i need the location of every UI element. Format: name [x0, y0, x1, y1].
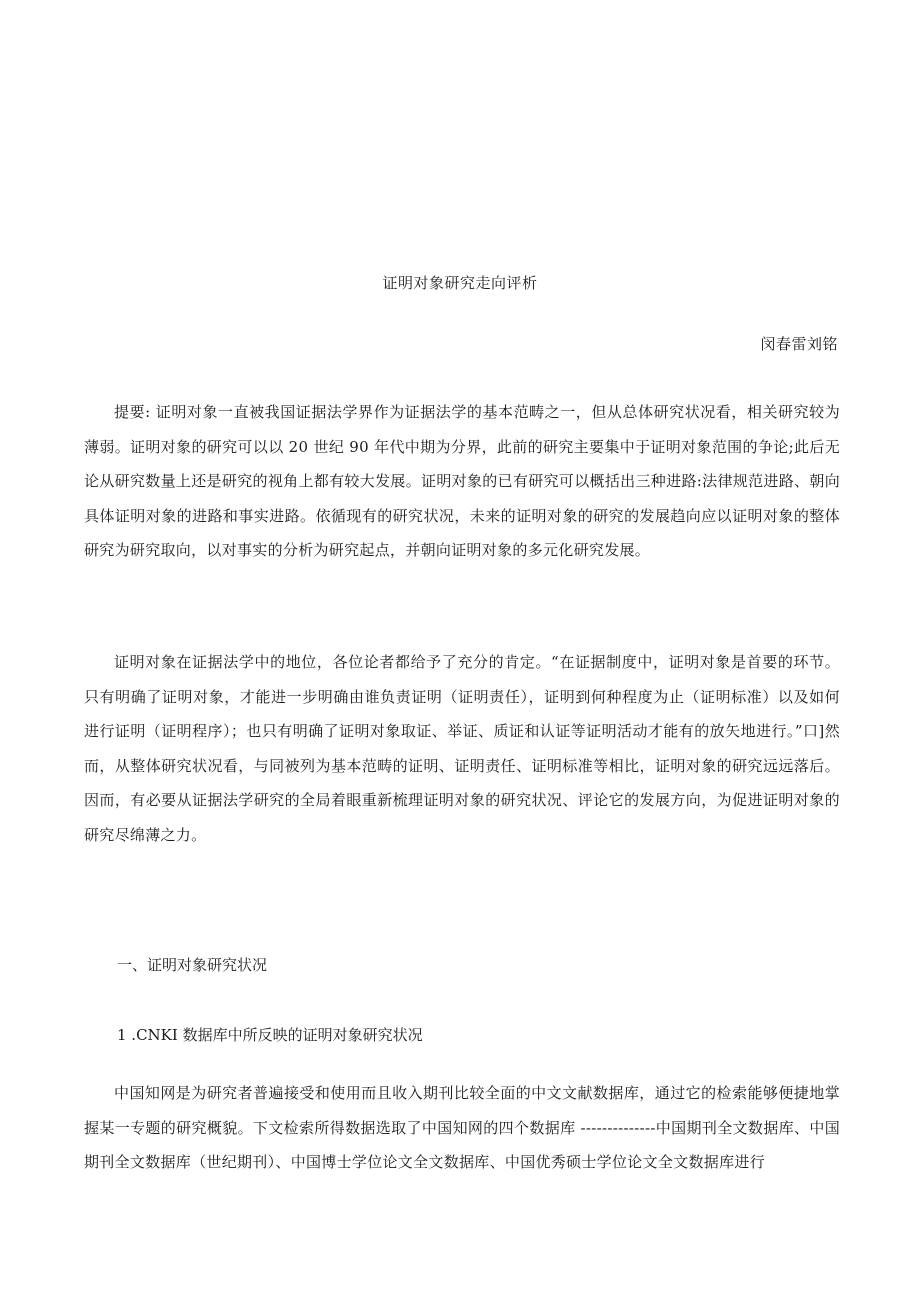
document-title: 证明对象研究走向评析 [382, 274, 538, 292]
cnki-paragraph: 中国知网是为研究者普遍接受和使用而且收入期刊比较全面的中文文献数据库，通过它的检索能够便捷地掌握某一专题的研究概貌。下文检索所得数据选取了中国知网的四个数据库 --------------中国期刊全文数据库、中国期刊全文数据库（世纪期刊）、中国博士学位论文全文数据库、中国优秀硕士学位论文全文数据库进行 [84, 1084, 840, 1171]
subsection-heading-1: 1 .CNKI 数据库中所反映的证明对象研究状况 [117, 1026, 423, 1044]
section-heading-1: 一、证明对象研究状况 [117, 956, 268, 974]
abstract-paragraph: 提要: 证明对象一直被我国证据法学界作为证据法学的基本范畴之一，但从总体研究状况看，相关研究较为薄弱。证明对象的研究可以以 20 世纪 90 年代中期为分界，此前的研究主要集中于证明对象范围的争论;此后无论从研究数量上还是研究的视角上都有较大发展。证明对象的已有研究可以概括出三种进路:法律规范进路、朝向具体证明对象的进路和事实进路。依循现有的研究状况，未来的证明对象的研究的发展趋向应以证明对象的整体研究为研究取向，以对事实的分析为研究起点，并朝向证明对象的多元化研究发展。 [84, 403, 840, 559]
intro-paragraph: 证明对象在证据法学中的地位，各位论者都给予了充分的肯定。“在证据制度中，证明对象是首要的环节。只有明确了证明对象，才能进一步明确由谁负责证明（证明责任），证明到何种程度为止（证明标准）以及如何进行证明（证明程序）；也只有明确了证明对象取证、举证、质证和认证等证明活动才能有的放矢地进行。”口]然而，从整体研究状况看，与同被列为基本范畴的证明、证明责任、证明标准等相比，证明对象的研究远远落后。因而，有必要从证据法学研究的全局着眼重新梳理证明对象的研究状况、评论它的发展方向，为促进证明对象的研究尽绵薄之力。 [84, 653, 840, 844]
document-authors: 闵春雷刘铭 [760, 335, 838, 353]
